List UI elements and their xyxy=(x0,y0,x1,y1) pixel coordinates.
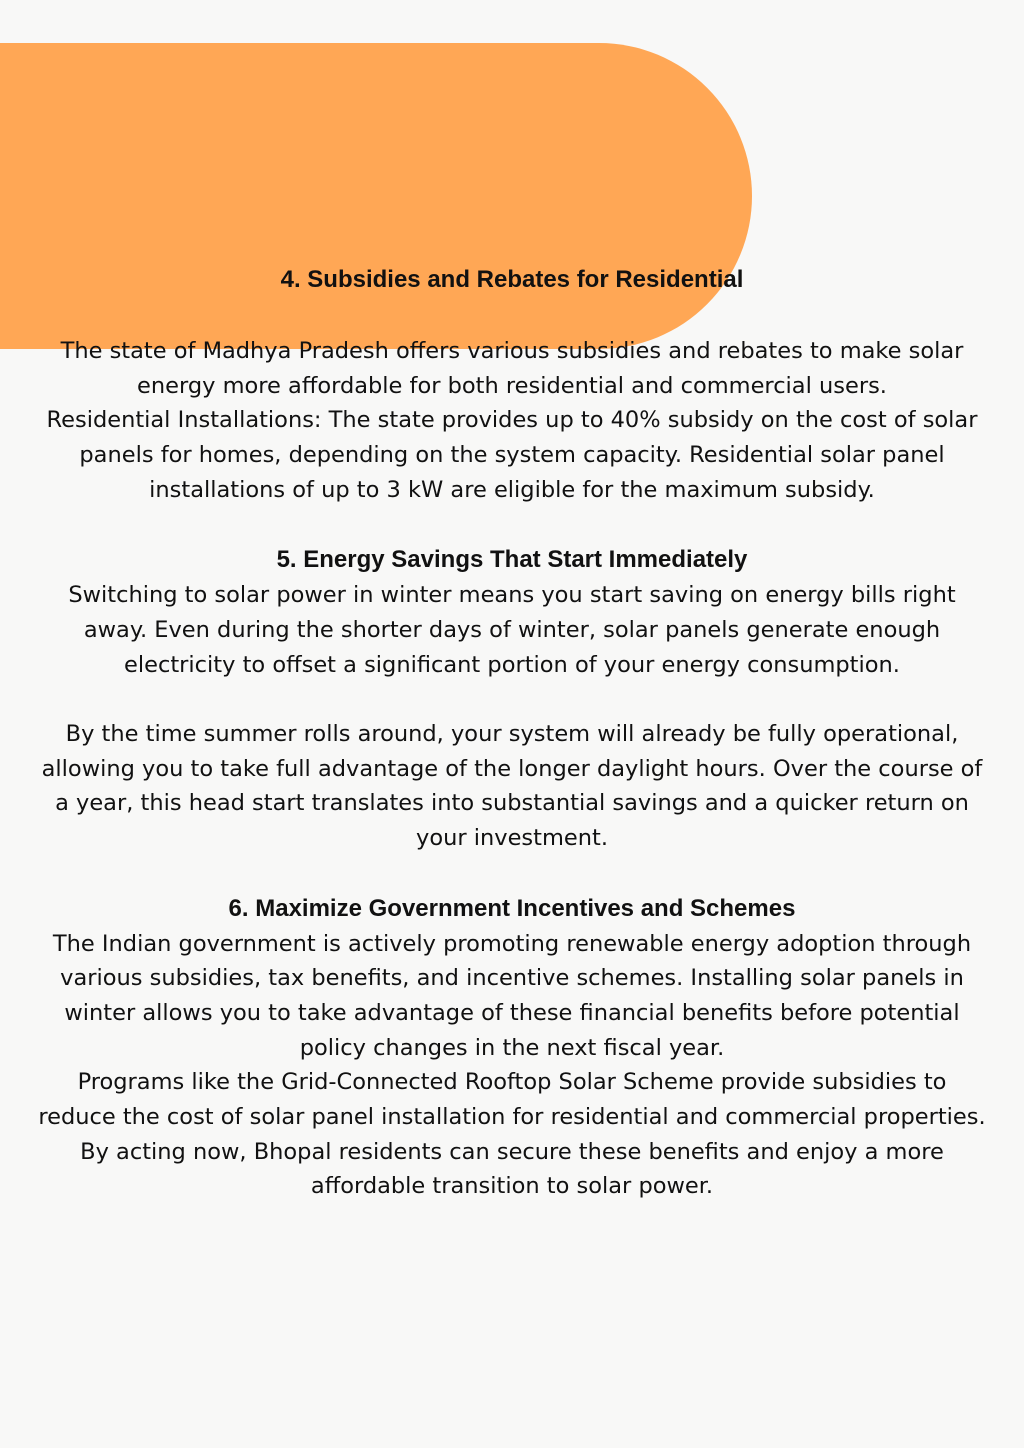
section-5-paragraph-2: By the time summer rolls around, your system will already be fully operational, allowing you to take full advantage of the longer daylight hours. Over the course of a year, this head start translates into substantial savings and a quicker return on your investment. xyxy=(41,721,983,852)
spacer xyxy=(36,298,988,334)
section-6-paragraph-1: The Indian government is actively promoting renewable energy adoption through various subsidies, tax benefits, and incentive schemes. Installing solar panels in winter allows you to take advantage of these financial benefits before potential policy changes in the next fiscal year. xyxy=(52,930,972,1061)
spacer xyxy=(36,856,988,891)
spacer xyxy=(36,508,988,543)
section-6-heading: 6. Maximize Government Incentives and Schemes xyxy=(228,894,796,922)
document-body xyxy=(36,262,988,1204)
section-4-paragraph-1: The state of Madhya Pradesh offers various subsidies and rebates to make solar energy more affordable for both residential and commercial users. xyxy=(60,338,964,399)
section-6-paragraph-2: Programs like the Grid-Connected Rooftop Solar Scheme provide subsidies to reduce the cost of solar panel installation for residential and commercial properties. By acting now, Bhopal residents can secure these benefits and enjoy a more affordable transition to solar power. xyxy=(38,1069,986,1200)
section-4-heading: 4. Subsidies and Rebates for Residential xyxy=(280,266,744,293)
section-5-paragraph-1: Switching to solar power in winter means you start saving on energy bills right away. Even during the shorter days of winter, solar panels generate enough electricity to offset a significant portion of your energy consumption. xyxy=(68,582,956,678)
section-5-heading: 5. Energy Savings That Start Immediately xyxy=(276,546,748,574)
section-4-paragraph-2: Residential Installations: The state provides up to 40% subsidy on the cost of solar panels for homes, depending on the system capacity. Residential solar panel installations of up to 3 kW are eligible for the maximum subsidy. xyxy=(46,407,978,503)
spacer xyxy=(36,682,988,717)
